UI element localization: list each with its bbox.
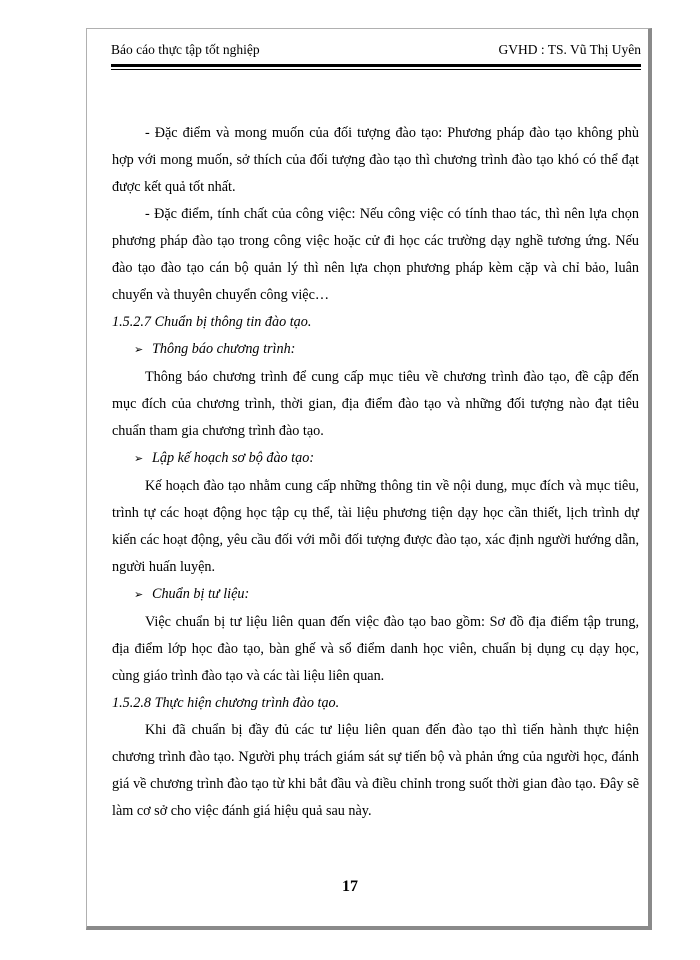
- header-report-title: Báo cáo thực tập tốt nghiệp: [111, 42, 260, 57]
- paragraph-trainee-characteristics: - Đặc điểm và mong muốn của đối tượng đào tạo: Phương pháp đào tạo không phù hợp với mong muốn, sở thích của đối tượng đào tạo thì chương trình đào tạo khó có thể đạt được kết quả tốt nhất.: [112, 125, 639, 195]
- arrow-bullet-icon: ➢: [134, 344, 144, 356]
- page-header: [111, 42, 641, 62]
- bullet-label: Chuẩn bị tư liệu:: [152, 586, 250, 602]
- arrow-bullet-icon: ➢: [134, 453, 144, 465]
- bullet-preliminary-plan: [112, 445, 639, 473]
- arrow-bullet-icon: ➢: [134, 589, 144, 601]
- bullet-label: Thông báo chương trình:: [152, 341, 296, 357]
- bullet-label: Lập kế hoạch sơ bộ đào tạo:: [152, 450, 315, 466]
- paragraph-preliminary-plan: Kế hoạch đào tạo nhằm cung cấp những thông tin về nội dung, mục đích và mục tiêu, trình tự các hoạt động học tập cụ thể, tài liệu phương tiện dạy học cần thiết, lịch trình dự kiến các hoạt động, yêu cầu đối với mỗi đối tượng được đào tạo, xác định người hướng dẫn, người huấn luyện.: [112, 478, 639, 575]
- paragraph-prepare-materials: Việc chuẩn bị tư liệu liên quan đến việc đào tạo bao gồm: Sơ đồ địa điểm tập trung, địa điểm lớp học đào tạo, bàn ghế và sổ điểm danh học viên, chuẩn bị dụng cụ dạy học, cùng giáo trình đào tạo và các tài liệu liên quan.: [112, 614, 639, 684]
- bullet-program-announcement: [112, 336, 639, 364]
- paragraph-program-announcement: Thông báo chương trình để cung cấp mục tiêu về chương trình đào tạo, đề cập đến mục đích của chương trình, thời gian, địa điểm đào tạo và những đối tượng nào đạt tiêu chuẩn tham gia chương trình đào tạo.: [112, 369, 639, 439]
- paragraph-implementation: Khi đã chuẩn bị đầy đủ các tư liệu liên quan đến đào tạo thì tiến hành thực hiện chương trình đào tạo. Người phụ trách giám sát sự tiến bộ và phản ứng của người học, đánh giá về chương trình đào tạo từ khi bắt đầu và điều chỉnh trong suốt thời gian đào tạo. Đây sẽ làm cơ sở cho việc đánh giá hiệu quả sau này.: [112, 722, 639, 819]
- section-heading-1-5-2-8: 1.5.2.8 Thực hiện chương trình đào tạo.: [112, 695, 340, 711]
- header-rule-thick: [111, 64, 641, 67]
- section-heading-1-5-2-7: 1.5.2.7 Chuẩn bị thông tin đào tạo.: [112, 314, 312, 330]
- bullet-prepare-materials: [112, 581, 639, 609]
- page-content: [112, 120, 639, 825]
- page-number: 17: [342, 878, 358, 895]
- header-advisor: GVHD : TS. Vũ Thị Uyên: [498, 42, 641, 57]
- paragraph-job-characteristics: - Đặc điểm, tính chất của công việc: Nếu công việc có tính thao tác, thì nên lựa chọn phương pháp đào tạo trong công việc hoặc cử đi học các trường dạy nghề tương ứng. Nếu đào tạo đào tạo cán bộ quản lý thì nên lựa chọn phương pháp kèm cặp và chỉ bảo, luân chuyển và thuyên chuyển công việc…: [112, 206, 639, 303]
- header-rule-thin: [111, 69, 641, 70]
